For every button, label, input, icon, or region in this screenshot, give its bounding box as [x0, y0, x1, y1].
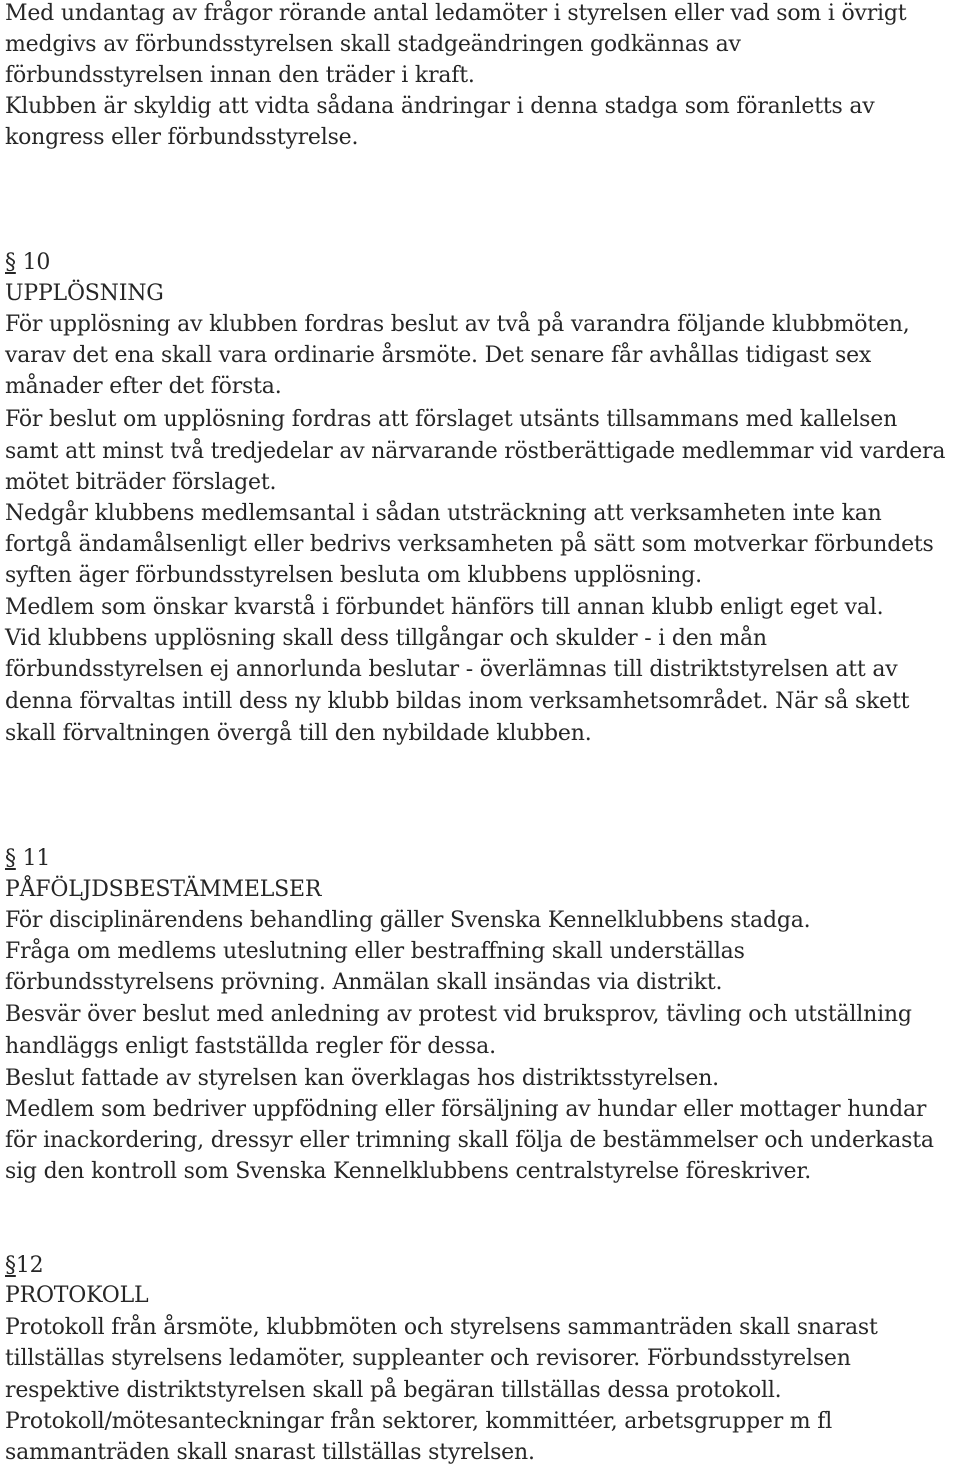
section-line: syften äger förbundsstyrelsen besluta om klubbens upplösning.: [5, 563, 702, 588]
paragraph-sign: §: [5, 250, 16, 275]
section-title: UPPLÖSNING: [5, 281, 164, 306]
intro-line: Klubben är skyldig att vidta sådana ändringar i denna stadga som föranletts av: [5, 94, 875, 119]
section-line: fortgå ändamålsenligt eller bedrivs verksamheten på sätt som motverkar förbundets: [5, 532, 934, 557]
section-number-value: 10: [22, 250, 51, 275]
paragraph-sign: §: [5, 846, 16, 871]
section-line: För upplösning av klubben fordras beslut av två på varandra följande klubbmöten,: [5, 312, 910, 337]
section-number: [5, 1250, 43, 1281]
section-number: [5, 247, 50, 278]
section-line: skall förvaltningen övergå till den nybildade klubben.: [5, 721, 592, 746]
section-line: sig den kontroll som Svenska Kennelklubbens centralstyrelse föreskriver.: [5, 1159, 812, 1184]
section-line: För disciplinärendens behandling gäller Svenska Kennelklubbens stadga.: [5, 908, 811, 933]
section-line: förbundsstyrelsen ej annorlunda beslutar - överlämnas till distriktstyrelsen att av: [5, 657, 898, 682]
section-number-value: 11: [22, 846, 51, 871]
section-line: Nedgår klubbens medlemsantal i sådan utsträckning att verksamheten inte kan: [5, 501, 882, 526]
section-line: sammanträden skall snarast tillställas styrelsen.: [5, 1440, 535, 1465]
section-line: för inackordering, dressyr eller trimning skall följa de bestämmelser och underkasta: [5, 1128, 934, 1153]
intro-line: förbundsstyrelsen innan den träder i kraft.: [5, 63, 475, 88]
section-line: Fråga om medlems uteslutning eller bestraffning skall underställas: [5, 939, 745, 964]
section-line: Besvär över beslut med anledning av protest vid bruksprov, tävling och utställning: [5, 1002, 912, 1027]
intro-line: medgivs av förbundsstyrelsen skall stadgeändringen godkännas av: [5, 32, 741, 57]
section-line: För beslut om upplösning fordras att förslaget utsänts tillsammans med kallelsen: [5, 407, 898, 432]
section-title: PÅFÖLJDSBESTÄMMELSER: [5, 877, 322, 902]
section-line: respektive distriktstyrelsen skall på begäran tillställas dessa protokoll.: [5, 1378, 782, 1403]
section-line: månader efter det första.: [5, 374, 282, 399]
section-line: Protokoll från årsmöte, klubbmöten och styrelsens sammanträden skall snarast: [5, 1315, 878, 1340]
section-line: denna förvaltas intill dess ny klubb bildas inom verksamhetsområdet. När så skett: [5, 689, 910, 714]
section-number: [5, 843, 50, 874]
intro-line: kongress eller förbundsstyrelse.: [5, 125, 359, 150]
section-line: tillställas styrelsens ledamöter, suppleanter och revisorer. Förbundsstyrelsen: [5, 1346, 851, 1371]
paragraph-sign: §: [5, 1253, 16, 1278]
section-line: handläggs enligt fastställda regler för dessa.: [5, 1034, 496, 1059]
section-line: varav det ena skall vara ordinarie årsmöte. Det senare får avhållas tidigast sex: [5, 343, 872, 368]
section-title: PROTOKOLL: [5, 1283, 149, 1308]
section-line: mötet biträder förslaget.: [5, 470, 277, 495]
section-line: Protokoll/mötesanteckningar från sektorer, kommittéer, arbetsgrupper m fl: [5, 1409, 833, 1434]
section-line: Vid klubbens upplösning skall dess tillgångar och skulder - i den mån: [5, 626, 767, 651]
section-line: Medlem som bedriver uppfödning eller försäljning av hundar eller mottager hundar: [5, 1097, 927, 1122]
section-number-value: 12: [15, 1253, 44, 1278]
section-line: samt att minst två tredjedelar av närvarande röstberättigade medlemmar vid vardera: [5, 439, 946, 464]
intro-line: Med undantag av frågor rörande antal ledamöter i styrelsen eller vad som i övrigt: [5, 1, 907, 26]
section-line: förbundsstyrelsens prövning. Anmälan skall insändas via distrikt.: [5, 970, 723, 995]
section-line: Medlem som önskar kvarstå i förbundet hänförs till annan klubb enligt eget val.: [5, 595, 884, 620]
section-line: Beslut fattade av styrelsen kan överklagas hos distriktsstyrelsen.: [5, 1066, 719, 1091]
